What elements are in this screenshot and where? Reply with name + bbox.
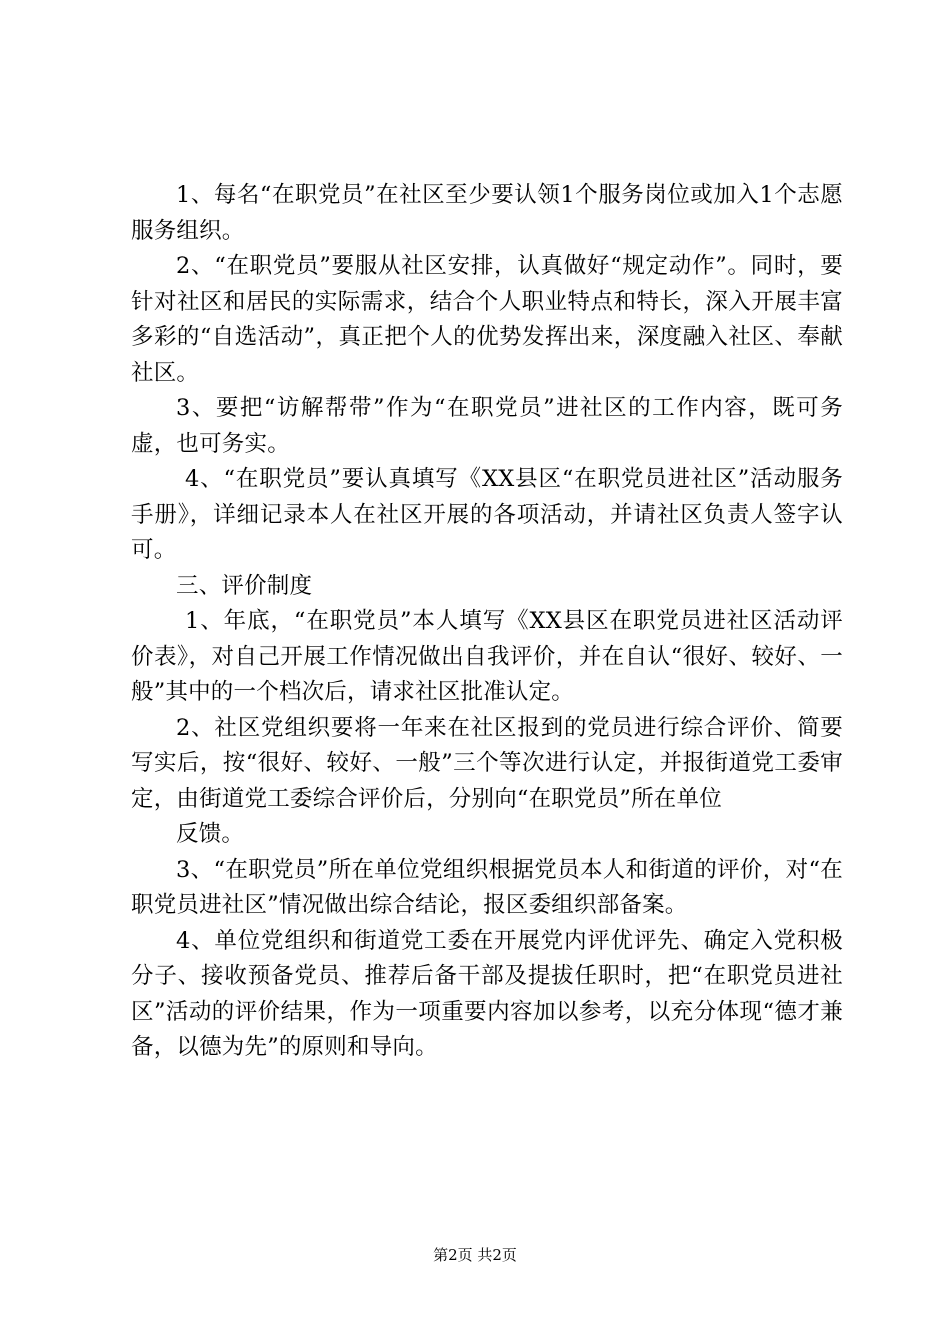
section-heading-evaluation: 三、评价制度: [176, 572, 313, 599]
paragraph-item-4: 4、“在职党员”要认真填写《XX县区“在职党员进社区”活动服务手册》，详细记录本人在社区开展的各项活动，并请社区负责人签字认可。: [131, 466, 843, 563]
paragraph-item-2: 2、“在职党员”要服从社区安排，认真做好“规定动作”。同时，要针对社区和居民的实际需求，结合个人职业特点和特长，深入开展丰富多彩的“自选活动”，真正把个人的优势发挥出来，深度融入社区、奉献社区。: [131, 253, 843, 386]
paragraph-evaluation-3: 3、“在职党员”所在单位党组织根据党员本人和街道的评价，对“在职党员进社区”情况做出综合结论，报区委组织部备案。: [131, 856, 843, 918]
paragraph-evaluation-2: 2、社区党组织要将一年来在社区报到的党员进行综合评价、简要写实后，按“很好、较好、一般”三个等次进行认定，并报街道党工委审定，由街道党工委综合评价后，分别向“在职党员”所在单位: [131, 714, 843, 812]
paragraph-item-1: 1、每名“在职党员”在社区至少要认领1个服务岗位或加入1个志愿服务组织。: [131, 182, 843, 244]
paragraph-item-3: 3、要把“访解帮带”作为“在职党员”进社区的工作内容，既可务虚，也可务实。: [131, 395, 843, 457]
document-body: [131, 178, 843, 1066]
paragraph-evaluation-1: 1、年底，“在职党员”本人填写《XX县区在职党员进社区活动评价表》，对自己开展工作情况做出自我评价，并在自认“很好、较好、一般”其中的一个档次后，请求社区批准认定。: [131, 608, 843, 705]
paragraph-evaluation-2-continued: 反馈。: [176, 821, 245, 847]
paragraph-evaluation-4: 4、单位党组织和街道党工委在开展党内评优评先、确定入党积极分子、接收预备党员、推荐后备干部及提拔任职时，把“在职党员进社区”活动的评价结果，作为一项重要内容加以参考，以充分体现“德才兼备，以德为先”的原则和导向。: [131, 927, 843, 1060]
page-footer: 第2页 共2页: [433, 1246, 517, 1264]
